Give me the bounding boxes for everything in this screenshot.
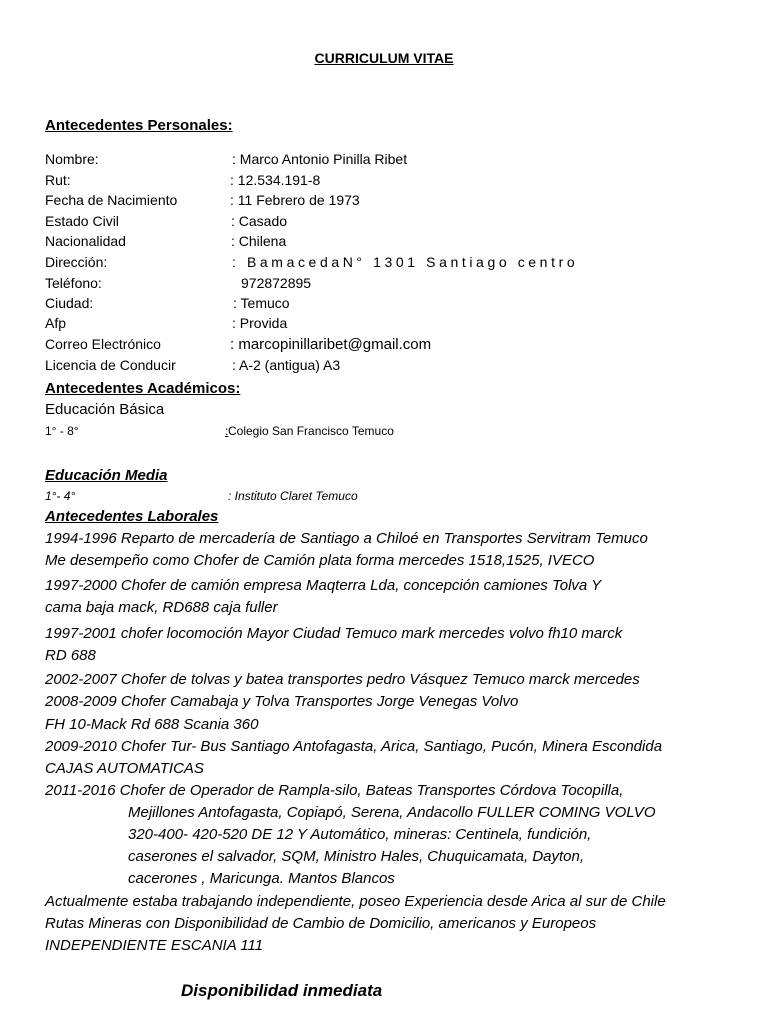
field-value: : Provida <box>232 315 288 331</box>
labor-line: caserones el salvador, SQM, Ministro Hales, Chuquicamata, Dayton, <box>128 848 585 865</box>
field-value: : Casado <box>231 213 288 229</box>
labor-heading: Antecedentes Laborales <box>45 508 219 525</box>
labor-line: Actualmente estaba trabajando independiente, poseo Experiencia desde Arica al sur de Chile <box>45 893 666 910</box>
media-education-school: : Instituto Claret Temuco <box>228 489 358 503</box>
labor-line: cacerones , Maricunga. Mantos Blancos <box>128 870 395 887</box>
field-label: Ciudad: <box>45 295 94 311</box>
field-value: 972872895 <box>241 275 312 291</box>
academic-heading: Antecedentes Académicos: <box>45 380 241 397</box>
basic-education-title: Educación Básica <box>45 401 165 418</box>
field-label: Teléfono: <box>45 275 102 291</box>
personal-heading: Antecedentes Personales: <box>45 117 233 134</box>
field-value: : BamacedaN° 1301 Santiago centro <box>232 254 579 270</box>
basic-education-label: 1° - 8° <box>45 424 79 438</box>
field-label: Dirección: <box>45 254 108 270</box>
labor-line: Mejillones Antofagasta, Copiapó, Serena, Andacollo FULLER COMING VOLVO <box>128 804 656 821</box>
field-label: Afp <box>45 315 67 331</box>
labor-line: Me desempeño como Chofer de Camión plata forma mercedes 1518,1525, IVECO <box>45 552 595 569</box>
field-value: : 11 Febrero de 1973 <box>230 192 360 208</box>
labor-line: CAJAS AUTOMATICAS <box>45 760 204 777</box>
field-label: Rut: <box>45 172 71 188</box>
availability-note: Disponibilidad inmediata <box>181 981 383 1000</box>
labor-line: INDEPENDIENTE ESCANIA 111 <box>45 937 264 954</box>
labor-line: Rutas Mineras con Disponibilidad de Cambio de Domicilio, americanos y Europeos <box>45 915 597 932</box>
field-value: : Chilena <box>231 233 287 249</box>
labor-line: 2009-2010 Chofer Tur- Bus Santiago Antofagasta, Arica, Santiago, Pucón, Minera Escondida <box>45 738 663 755</box>
labor-line: FH 10-Mack Rd 688 Scania 360 <box>45 716 259 733</box>
field-label: Fecha de Nacimiento <box>45 192 178 208</box>
basic-education-school: Colegio San Francisco Temuco <box>228 424 394 438</box>
field-value: : A-2 (antigua) A3 <box>232 357 341 373</box>
labor-line: 2008-2009 Chofer Camabaja y Tolva Transportes Jorge Venegas Volvo <box>45 693 519 710</box>
labor-line: 1997-2000 Chofer de camión empresa Maqterra Lda, concepción camiones Tolva Y <box>45 577 602 594</box>
media-education-heading: Educación Media <box>45 467 168 484</box>
labor-line: 1994-1996 Reparto de mercadería de Santiago a Chiloé en Transportes Servitram Temuco <box>45 530 648 547</box>
field-label: Nacionalidad <box>45 233 126 249</box>
document-title: CURRICULUM VITAE <box>314 50 454 66</box>
field-label: Estado Civil <box>45 213 119 229</box>
labor-line: 320-400- 420-520 DE 12 Y Automático, mineras: Centinela, fundición, <box>128 826 592 843</box>
field-value: : Marco Antonio Pinilla Ribet <box>232 151 408 167</box>
labor-line: 2011-2016 Chofer de Operador de Rampla-silo, Bateas Transportes Córdova Tocopilla, <box>45 782 624 799</box>
labor-line: cama baja mack, RD688 caja fuller <box>45 599 278 616</box>
labor-line: RD 688 <box>45 647 96 664</box>
field-label: Correo Electrónico <box>45 336 161 352</box>
labor-line: 1997-2001 chofer locomoción Mayor Ciudad Temuco mark mercedes volvo fh10 marck <box>45 625 623 642</box>
basic-education-colon: : <box>225 424 229 438</box>
media-education-label: 1°- 4° <box>45 489 76 503</box>
field-value: : 12.534.191-8 <box>230 172 321 188</box>
field-value: : Temuco <box>233 295 290 311</box>
field-value: : marcopinillaribet@gmail.com <box>230 336 432 353</box>
field-label: Licencia de Conducir <box>45 357 176 373</box>
field-label: Nombre: <box>45 151 99 167</box>
labor-line: 2002-2007 Chofer de tolvas y batea transportes pedro Vásquez Temuco marck mercedes <box>45 671 640 688</box>
